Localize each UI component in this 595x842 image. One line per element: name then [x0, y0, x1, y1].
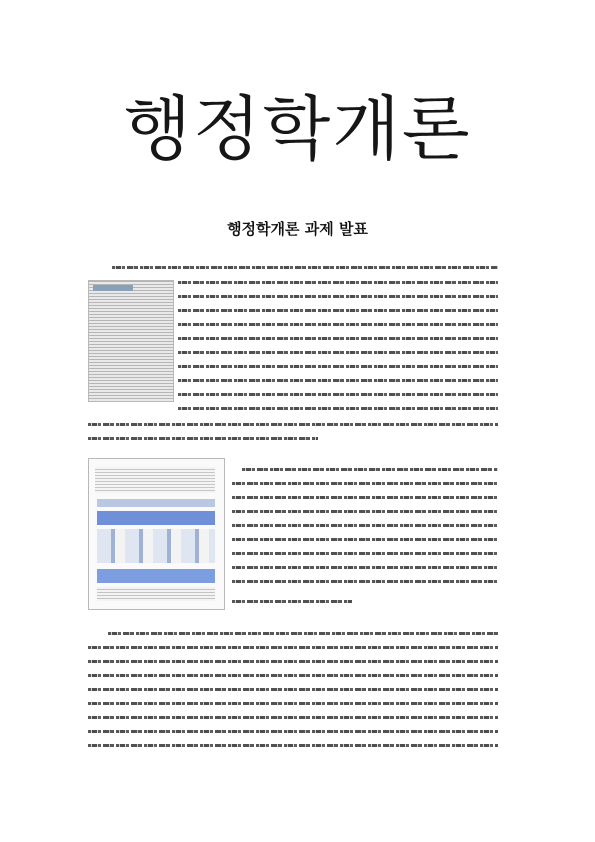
body-text-line	[242, 468, 498, 471]
body-text-line	[178, 365, 498, 368]
body-text-line	[88, 688, 498, 691]
body-text-line	[232, 566, 498, 569]
body-text-line	[178, 323, 498, 326]
body-text-line	[232, 580, 498, 583]
body-text-line	[232, 510, 498, 513]
body-text-line	[112, 266, 498, 269]
body-text-line	[88, 674, 498, 677]
section-heading: 행정학개론 과제 발표	[227, 220, 368, 238]
body-text-line	[232, 482, 498, 485]
body-text-line	[178, 351, 498, 354]
image-table-body	[97, 529, 215, 563]
body-text-line	[88, 702, 498, 705]
image-table-row	[97, 511, 215, 525]
body-text-line	[88, 423, 498, 426]
body-text-line	[232, 524, 498, 527]
image-text-block	[97, 587, 215, 601]
body-text-line	[88, 646, 498, 649]
body-text-line	[232, 600, 352, 603]
body-text-line	[178, 281, 498, 284]
body-text-line	[178, 393, 498, 396]
body-text-line	[178, 379, 498, 382]
body-text-line	[178, 295, 498, 298]
body-text-line	[88, 744, 498, 747]
body-text-line	[178, 337, 498, 340]
body-text-line	[178, 407, 498, 410]
image-table-row	[97, 569, 215, 583]
embedded-table-image	[88, 458, 225, 610]
body-text-line	[232, 552, 498, 555]
image-header-band	[93, 285, 133, 291]
body-text-line	[88, 437, 318, 440]
body-text-line	[88, 660, 498, 663]
body-text-line	[108, 632, 498, 635]
embedded-document-image	[88, 280, 174, 402]
body-text-line	[232, 538, 498, 541]
image-table-header	[97, 499, 215, 507]
image-text-block	[95, 467, 215, 493]
body-text-line	[232, 496, 498, 499]
page-title: 행정학개론	[123, 88, 472, 170]
body-text-line	[178, 309, 498, 312]
body-text-line	[88, 716, 498, 719]
body-text-line	[88, 730, 498, 733]
